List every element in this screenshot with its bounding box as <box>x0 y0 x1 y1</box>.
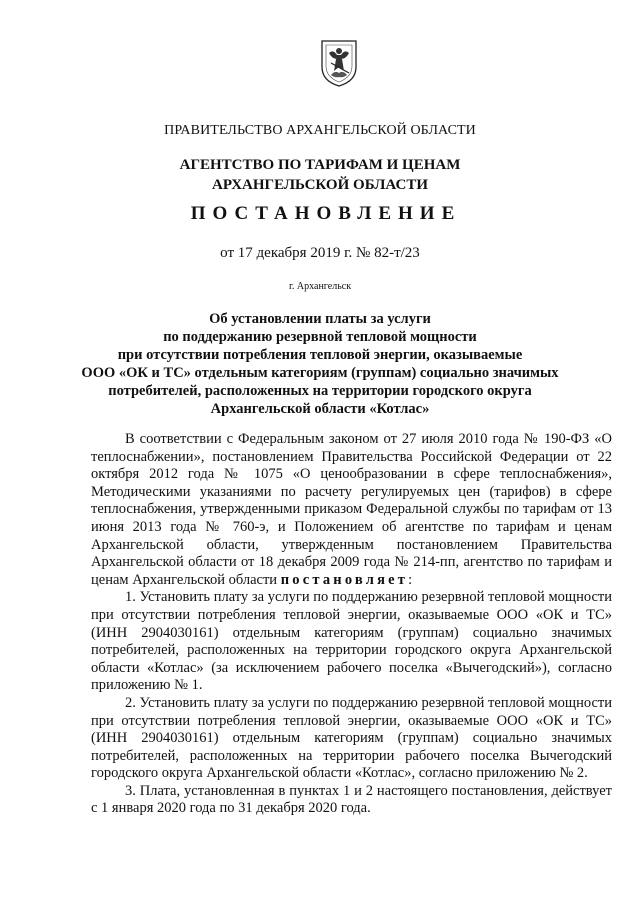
coat-of-arms-icon <box>319 37 359 87</box>
document-body <box>91 431 612 818</box>
subject-line: при отсутствии потребления тепловой энергии, оказываемые <box>117 347 523 363</box>
document-subject <box>0 310 640 418</box>
agency-name-line: АГЕНТСТВО ПО ТАРИФАМ И ЦЕНАМ <box>179 157 461 173</box>
subject-line: Архангельской области «Котлас» <box>210 401 430 417</box>
subject-line: Об установлении платы за услуги <box>209 311 431 327</box>
subject-line: потребителей, расположенных на территории городского округа <box>108 383 532 399</box>
decree-colon: : <box>408 571 413 588</box>
item-paragraph-3: 3. Плата, установленная в пунктах 1 и 2 настоящего постановления, действует с 1 января 2020 года по 31 декабря 2020 года. <box>91 782 612 817</box>
subject-line: ООО «ОК и ТС» отдельным категориям (группам) социально значимых <box>81 365 559 381</box>
item-paragraph-2: 2. Установить плату за услуги по поддержанию резервной тепловой мощности при отсутствии потребления тепловой энергии, оказываемые ООО «ОК и ТС» (ИНН 2904030161) отдельным категориям (группам) социально значимых потребителей, расположенных на территории рабочего поселка Вычегодский городского округа Архангельской области «Котлас», согласно приложению № 2. <box>91 694 612 782</box>
item-paragraph-1: 1. Установить плату за услуги по поддержанию резервной тепловой мощности при отсутствии потребления тепловой энергии, оказываемые ООО «ОК и ТС» (ИНН 2904030161) отдельным категориям (группам) социально значимых потребителей, расположенных на территории городского округа Архангельской области «Котлас» (за исключением рабочего поселка «Вычегодский»), согласно приложению № 1. <box>91 589 612 694</box>
agency-name <box>0 155 640 195</box>
preamble-text: В соответствии с Федеральным законом от 27 июля 2010 года № 190-ФЗ «О теплоснабжении», постановлением Правительства Российской Федерации от 22 октября 2012 года № 1075 «О ценообразовании в сфере теплоснабжения», Методическими указаниями по расчету регулируемых цен (тарифов) в сфере теплоснабжения, утвержденными приказом Федеральной службы по тарифам от 13 июня 2013 года № 760-э, и Положением об агентстве по тарифам и ценам Архангельской области, утвержденным постановлением Правительства Архангельской области от 18 декабря 2009 года № 214-пп, агентство по тарифам и ценам Архангельской области <box>91 431 612 588</box>
document-date-number: от 17 декабря 2019 г. № 82-т/23 <box>220 245 420 261</box>
agency-name-line: АРХАНГЕЛЬСКОЙ ОБЛАСТИ <box>212 177 428 193</box>
decree-word: постановляет <box>280 571 409 588</box>
subject-line: по поддержанию резервной тепловой мощности <box>163 329 477 345</box>
preamble-paragraph <box>91 431 612 589</box>
document-city: г. Архангельск <box>288 281 352 292</box>
document-type-title: ПОСТАНОВЛЕНИЕ <box>190 203 462 224</box>
government-name: ПРАВИТЕЛЬСТВО АРХАНГЕЛЬСКОЙ ОБЛАСТИ <box>164 123 476 138</box>
